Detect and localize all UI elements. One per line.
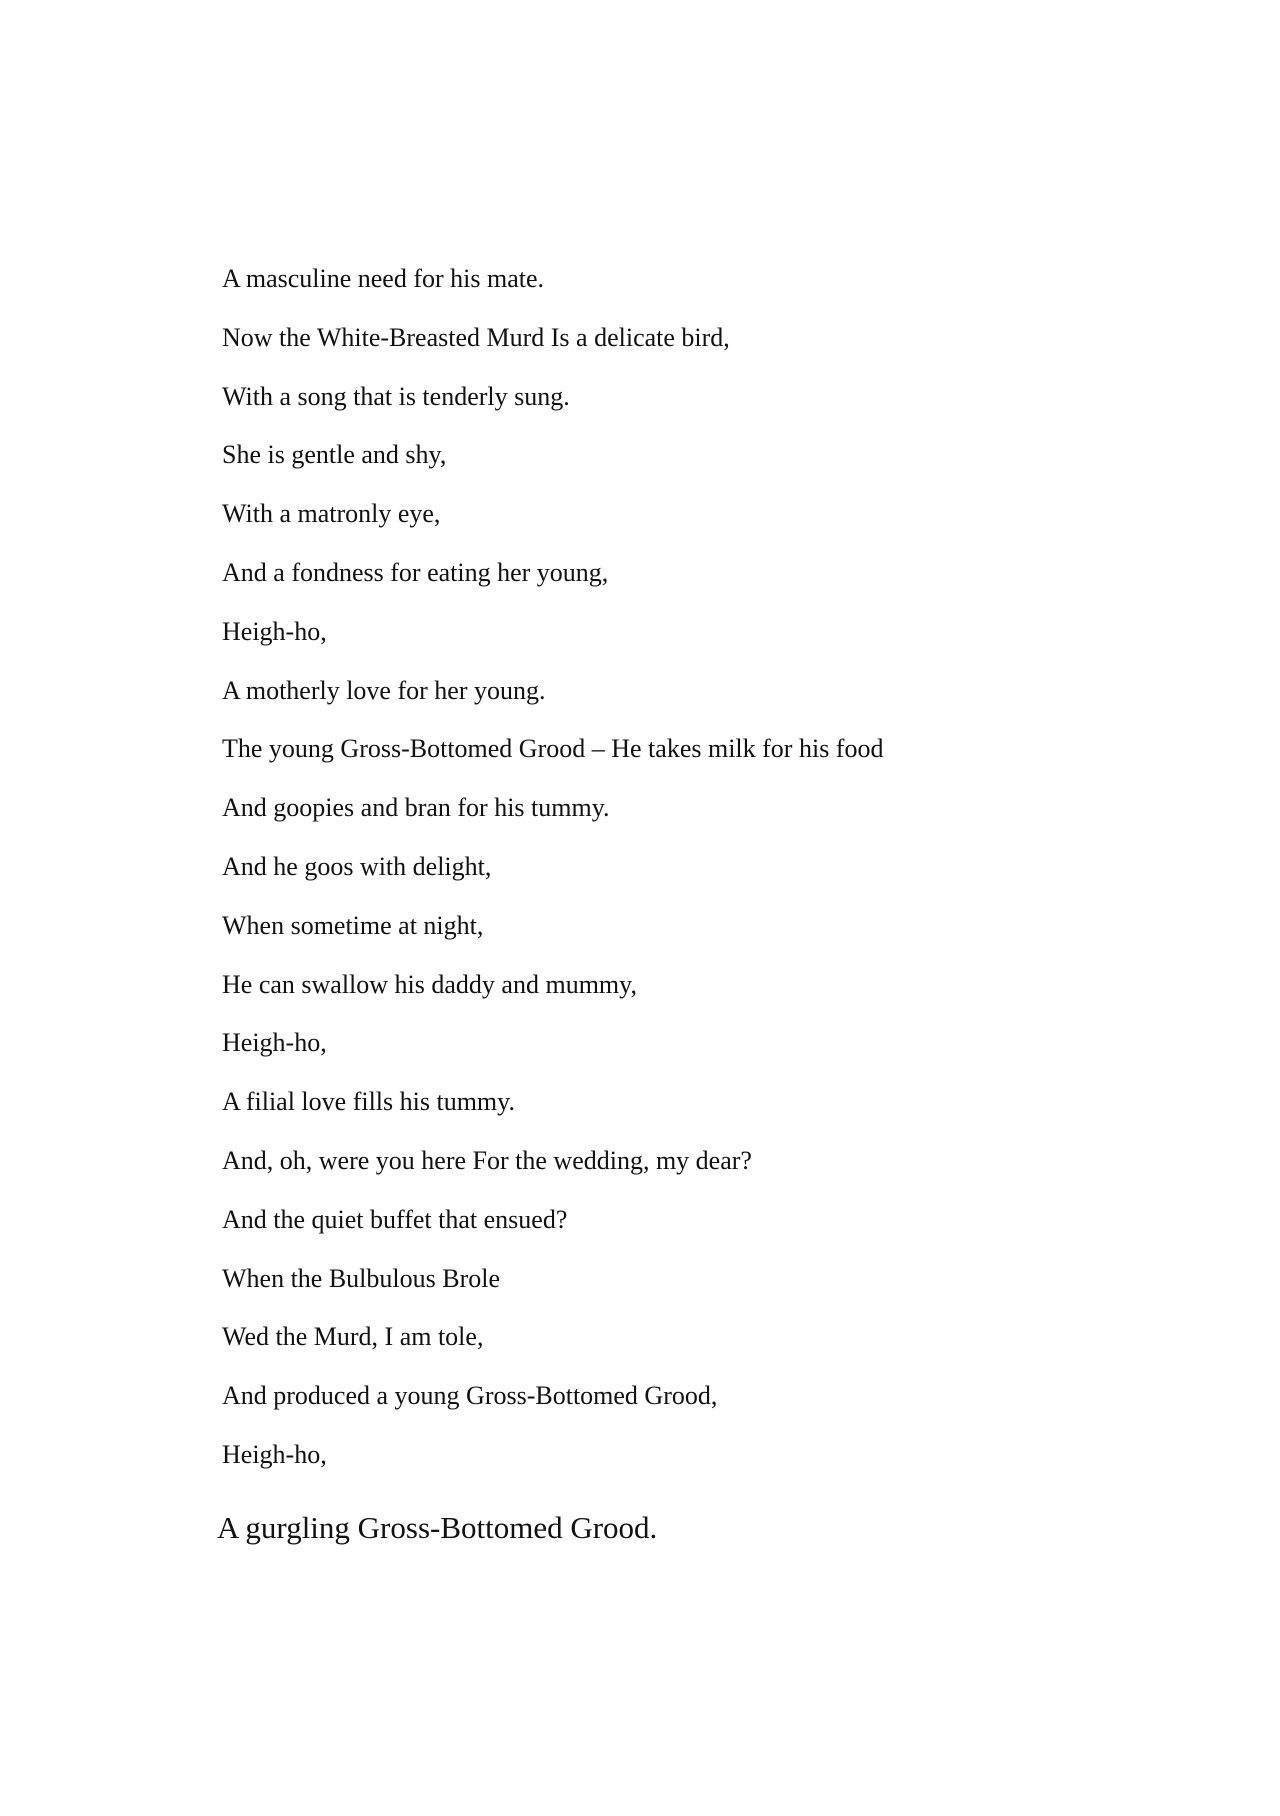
closing-line: A gurgling Gross-Bottomed Grood.	[217, 1510, 658, 1545]
poem-line: Now the White-Breasted Murd Is a delicate bird,	[222, 322, 730, 352]
poem-line: And produced a young Gross-Bottomed Grood,	[222, 1381, 718, 1411]
poem-line: And goopies and bran for his tummy.	[222, 793, 610, 823]
poem-line: With a song that is tenderly sung.	[222, 381, 570, 411]
poem-line: A motherly love for her young.	[222, 675, 546, 705]
poem-line: A filial love fills his tummy.	[222, 1087, 515, 1117]
poem-body	[222, 264, 1182, 1499]
poem-line: The young Gross-Bottomed Grood – He takes milk for his food	[222, 734, 884, 764]
poem-line: Heigh-ho,	[222, 1439, 327, 1469]
poem-line: With a matronly eye,	[222, 499, 441, 529]
poem-line: Wed the Murd, I am tole,	[222, 1322, 484, 1352]
poem-line: A masculine need for his mate.	[222, 264, 545, 293]
poem-line: And he goos with delight,	[222, 851, 492, 881]
poem-line: When sometime at night,	[222, 910, 484, 940]
poem-line: When the Bulbulous Brole	[222, 1263, 501, 1293]
poem-line: Heigh-ho,	[222, 616, 327, 646]
poem-line: And a fondness for eating her young,	[222, 557, 609, 587]
poem-line: And the quiet buffet that ensued?	[222, 1204, 568, 1234]
poem-line: She is gentle and shy,	[222, 440, 447, 470]
poem-line: Heigh-ho,	[222, 1028, 327, 1058]
poem-line: And, oh, were you here For the wedding, my dear?	[222, 1145, 752, 1175]
poem-line: He can swallow his daddy and mummy,	[222, 969, 637, 999]
